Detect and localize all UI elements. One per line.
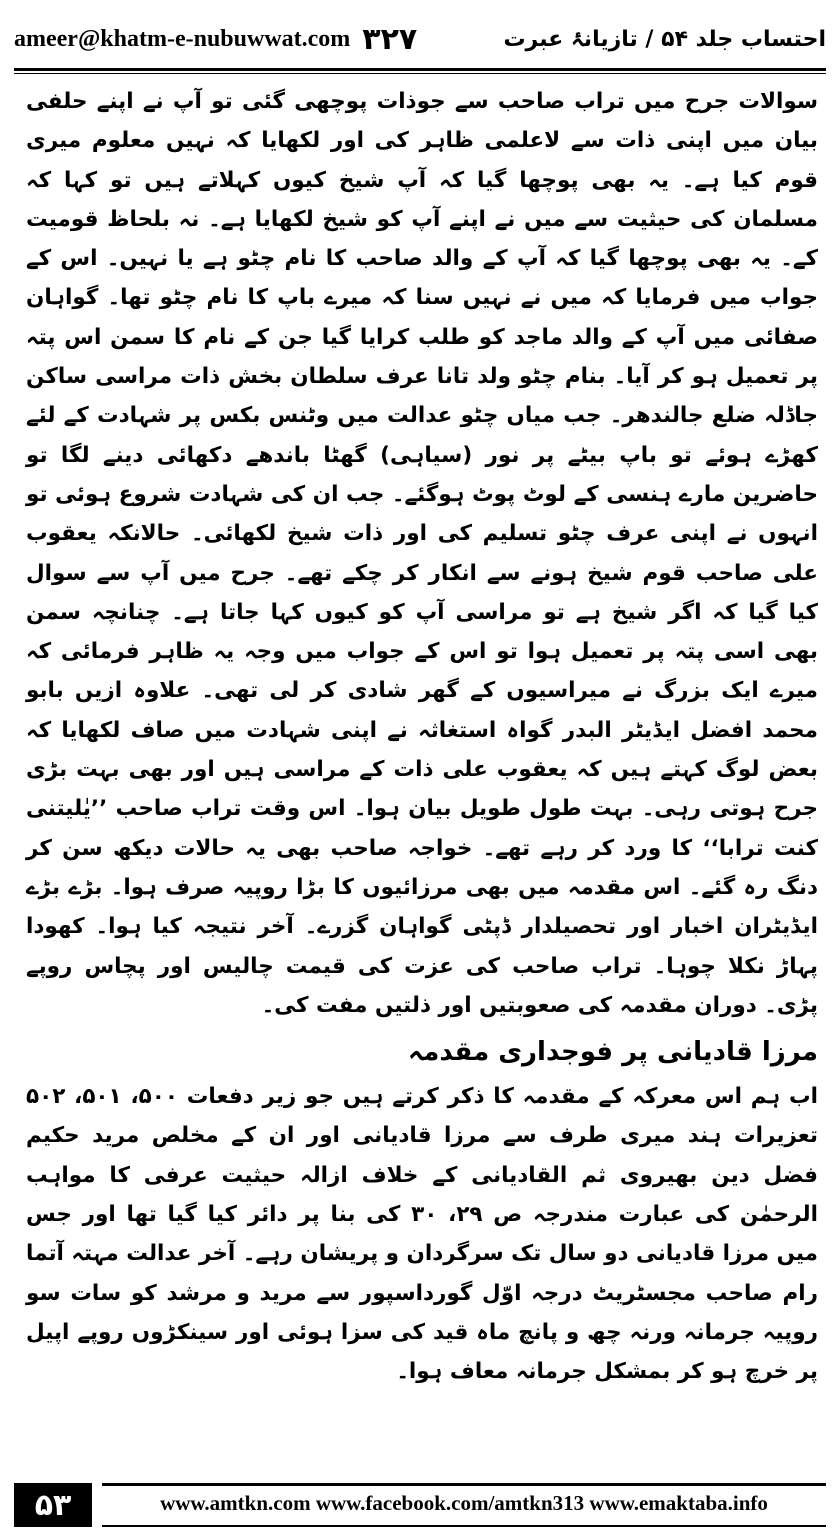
footer-links-bar <box>102 1483 826 1527</box>
running-title: احتساب جلد ۵۴ / تازیانۂ عبرت <box>503 26 826 52</box>
page-header <box>14 14 826 64</box>
body-text <box>26 82 818 1392</box>
footer-rule-bottom <box>102 1525 826 1527</box>
section-heading: مرزا قادیانی پر فوجداری مقدمہ <box>408 1037 818 1068</box>
header-rule <box>14 68 826 74</box>
footer-links: www.amtkn.com www.facebook.com/amtkn313 www.emaktaba.info <box>160 1491 768 1515</box>
header-page-number: ۳۲۷ <box>362 21 418 57</box>
header-left <box>14 22 417 57</box>
page-footer <box>14 1480 826 1530</box>
header-email: ameer@khatm-e-nubuwwat.com <box>14 25 351 52</box>
paragraph: اب ہم اس معرکہ کے مقدمہ کا ذکر کرتے ہیں جو زیر دفعات ۵۰۰، ۵۰۱، ۵۰۲ تعزیرات ہند میری طرف سے مرزا قادیانی اور ان کے مخلص مرید حکیم فضل دین بھیروی ثم القادیانی کے خلاف ازالہ حیثیت عرفی کا مواہب الرحمٰن کی عبارت مندرجہ ص ۲۹، ۳۰ کی بنا پر دائر کیا گیا تھا اور جس میں مرزا قادیانی دو سال تک سرگردان و پریشان رہے۔ آخر عدالت مہتہ آتما رام صاحب مجسٹریٹ درجہ اوّل گورداسپور سے مرید و مرشد کو سات سو روپیہ جرمانہ ورنہ چھ و پانچ ماہ قید کی سزا ہوئی اور سینکڑوں روپے اپیل پر خرچ ہو کر بمشکل جرمانہ معاف ہوا۔ <box>26 1084 818 1385</box>
paragraph: سوالات جرح میں تراب صاحب سے جوذات پوچھی گئی تو آپ نے اپنے حلفی بیان میں اپنی ذات سے لاعلمی ظاہر کی اور لکھایا کہ نہیں معلوم میری قوم کیا ہے۔ یہ بھی پوچھا گیا کہ آپ شیخ کیوں کہلاتے ہیں تو کہا کہ مسلمان کی حیثیت سے میں نے اپنے آپ کو شیخ لکھایا ہے۔ نہ بلحاظ قومیت کے۔ یہ بھی پوچھا گیا کہ آپ کے والد صاحب کا نام چٹو ہے یا نہیں۔ اس کے جواب میں فرمایا کہ میں نے نہیں سنا کہ میرے باپ کا نام چٹو تھا۔ گواہان صفائی میں آپ کے والد ماجد کو طلب کرایا گیا جن کے نام کا سمن اس پتہ پر تعمیل ہو کر آیا۔ بنام چٹو ولد تانا عرف سلطان بخش ذات مراسی ساکن جاڈلہ ضلع جالندھر۔ جب میاں چٹو عدالت میں وٹنس بکس پر شہادت کے لئے کھڑے ہوئے تو باپ بیٹے پر نور (سیاہی) گھٹا باندھے دکھائی دینے لگا تو حاضرین مارے ہنسی کے لوٹ پوٹ ہوگئے۔ جب ان کی شہادت شروع ہوئی تو انہوں نے اپنی عرف چٹو تسلیم کی اور ذات شیخ لکھائی۔ حالانکہ یعقوب علی صاحب قوم شیخ ہونے سے انکار کر چکے تھے۔ جرح میں آپ سے سوال کیا گیا کہ اگر شیخ ہے تو مراسی آپ کو کیوں کہا جاتا ہے۔ چنانچہ سمن بھی اسی پتہ پر تعمیل ہوا تو اس کے جواب میں وجہ یہ ظاہر فرمائی کہ میرے ایک بزرگ نے میراسیوں کے گھر شادی کر لی تھی۔ علاوہ ازیں بابو محمد افضل ایڈیٹر البدر گواہ استغاثہ نے اپنی شہادت میں صاف لکھایا کہ بعض لوگ کہتے ہیں کہ یعقوب علی ذات کے مراسی ہیں اور بھی بہت بڑی جرح ہوتی رہی۔ بہت طول طویل بیان ہوا۔ اس وقت تراب صاحب ’’یٰلیتنی کنت ترابا‘‘ کا ورد کر رہے تھے۔ خواجہ صاحب بھی یہ حالات دیکھ سن کر دنگ رہ گئے۔ اس مقدمہ میں بھی مرزائیوں کا بڑا روپیہ صرف ہوا۔ بڑے بڑے ایڈیٹران اخبار اور تحصیلدار ڈپٹی گواہان گزرے۔ آخر نتیجہ کیا ہوا۔ کھودا پہاڑ نکلا چوہا۔ تراب صاحب کی عزت کی قیمت چالیس اور پچاس روپے پڑی۔ دوران مقدمہ کی صعوبتیں اور ذلتیں مفت کی۔ <box>26 89 818 1018</box>
footer-page-number: ۵۳ <box>14 1483 92 1527</box>
footer-rule-top <box>102 1483 826 1486</box>
